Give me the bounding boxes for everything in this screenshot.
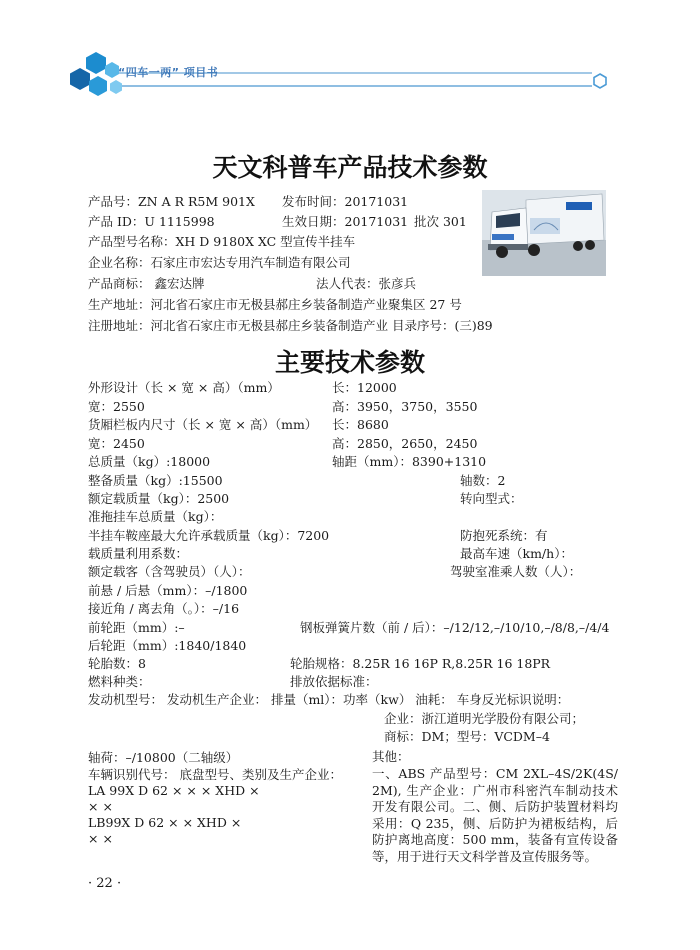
rated-passengers: 额定载客（含驾驶员）（人）： [88, 564, 251, 579]
dimensions-height: 高：3950，3750，3550 [332, 399, 478, 414]
steering-type: 转向型式： [460, 491, 523, 506]
dimensions-length: 长：12000 [332, 380, 397, 395]
product-brand: 产品商标： 鑫宏达牌 [88, 276, 205, 291]
legal-representative: 法人代表：张彦兵 [316, 276, 417, 291]
header-decoration-graphic [0, 0, 700, 110]
product-model-name: 产品型号名称：XH D 9180X XC 型宣传半挂车 [88, 234, 356, 249]
page-number: · 22 · [88, 876, 122, 891]
effective-date: 生效日期：20171031 [282, 214, 409, 229]
batch-number: 批次 301 [414, 214, 467, 229]
vin-2-cont: × × [88, 831, 113, 846]
page-title: 天文科普车产品技术参数 [212, 153, 488, 182]
tyre-spec: 轮胎规格：8.25R 16 16P R,8.25R 16 18PR [290, 656, 551, 671]
front-track: 前轮距（mm）:– [88, 620, 185, 635]
vin-1: LA 99X D 62 × × × XHD × [88, 783, 260, 798]
box-dimensions-label: 货厢栏板内尺寸（长 × 宽 × 高）（mm） [88, 417, 318, 432]
product-id: 产品 ID：U 1115998 [88, 214, 215, 229]
product-no: 产品号：ZN A R R5M 901X [88, 194, 255, 209]
approach-departure-angles: 接近角 / 离去角（。）：–/16 [88, 601, 240, 616]
vin-label: 车辆识别代号： 底盘型号、类别及生产企业： [88, 767, 342, 782]
other-description: 一、ABS 产品型号：CM 2XL–4S/2K(4S/2M), 生产企业：广州市科密汽车制动技术开发有限公司。二、侧、后防护装置材料均采用：Q 235，侧、后防护为裙板结构，后防护离地高度：500 mm，装备有宣传设备等，用于进行天文科学普及宣传服务等。 [372, 766, 618, 864]
abs-system: 防抱死系统：有 [460, 528, 548, 543]
leaf-springs: 钢板弹簧片数（前 / 后）：–/12/12,–/10/10,–/8/8,–/4/4 [300, 620, 610, 635]
wheelbase: 轴距（mm）：8390+1310 [332, 454, 487, 469]
dimensions-width: 宽：2550 [88, 399, 145, 414]
max-speed: 最高车速（km/h）： [460, 546, 573, 561]
production-address: 生产地址：河北省石家庄市无极县郝庄乡装备制造产业聚集区 27 号 [88, 297, 462, 312]
page-header [0, 0, 700, 110]
fuel-type: 燃料种类： [88, 674, 151, 689]
reflective-brand-model: 商标：DM；型号：VCDM–4 [384, 729, 550, 744]
header-label: “四车一两” 项目书 [118, 66, 219, 79]
cab-passengers: 驾驶室准乘人数（人）： [450, 564, 582, 579]
section-title: 主要技术参数 [274, 348, 425, 377]
company-name: 企业名称：石家庄市宏达专用汽车制造有限公司 [88, 255, 351, 270]
rated-load: 额定载质量（kg）：2500 [88, 491, 230, 506]
tow-mass: 准拖挂车总质量（kg）： [88, 509, 223, 524]
box-height: 高：2850，2650，2450 [332, 436, 478, 451]
overhang: 前悬 / 后悬（mm）：–/1800 [88, 583, 248, 598]
curb-mass: 整备质量（kg）:15500 [88, 473, 223, 488]
axle-count: 轴数：2 [460, 473, 506, 488]
engine-line: 发动机型号： 发动机生产企业： 排量（ml）：功率（kw） 油耗： 车身反光标识说明： [88, 692, 570, 707]
registered-address: 注册地址：河北省石家庄市无极县郝庄乡装备制造产业 目录序号：(三)89 [88, 318, 493, 333]
tyre-count: 轮胎数：8 [88, 656, 146, 671]
box-length: 长：8680 [332, 417, 389, 432]
vin-2: LB99X D 62 × × XHD × [88, 815, 242, 830]
total-mass: 总质量（kg）:18000 [88, 454, 211, 469]
release-time: 发布时间：20171031 [282, 194, 409, 209]
other-label: 其他： [372, 749, 410, 764]
axle-load: 轴荷：–/10800（二轴级） [88, 750, 239, 765]
rear-track: 后轮距（mm）:1840/1840 [88, 638, 247, 653]
dimensions-label: 外形设计（长 × 宽 × 高）（mm） [88, 380, 280, 395]
emission-standard: 排放依据标准： [290, 674, 378, 689]
reflective-company: 企业：浙江道明光学股份有限公司； [384, 711, 585, 726]
saddle-load: 半挂车鞍座最大允许承载质量（kg）：7200 [88, 528, 330, 543]
load-utilization: 载质量利用系数： [88, 546, 189, 561]
box-width: 宽：2450 [88, 436, 145, 451]
truck-photo [482, 190, 606, 276]
vin-1-cont: × × [88, 799, 113, 814]
